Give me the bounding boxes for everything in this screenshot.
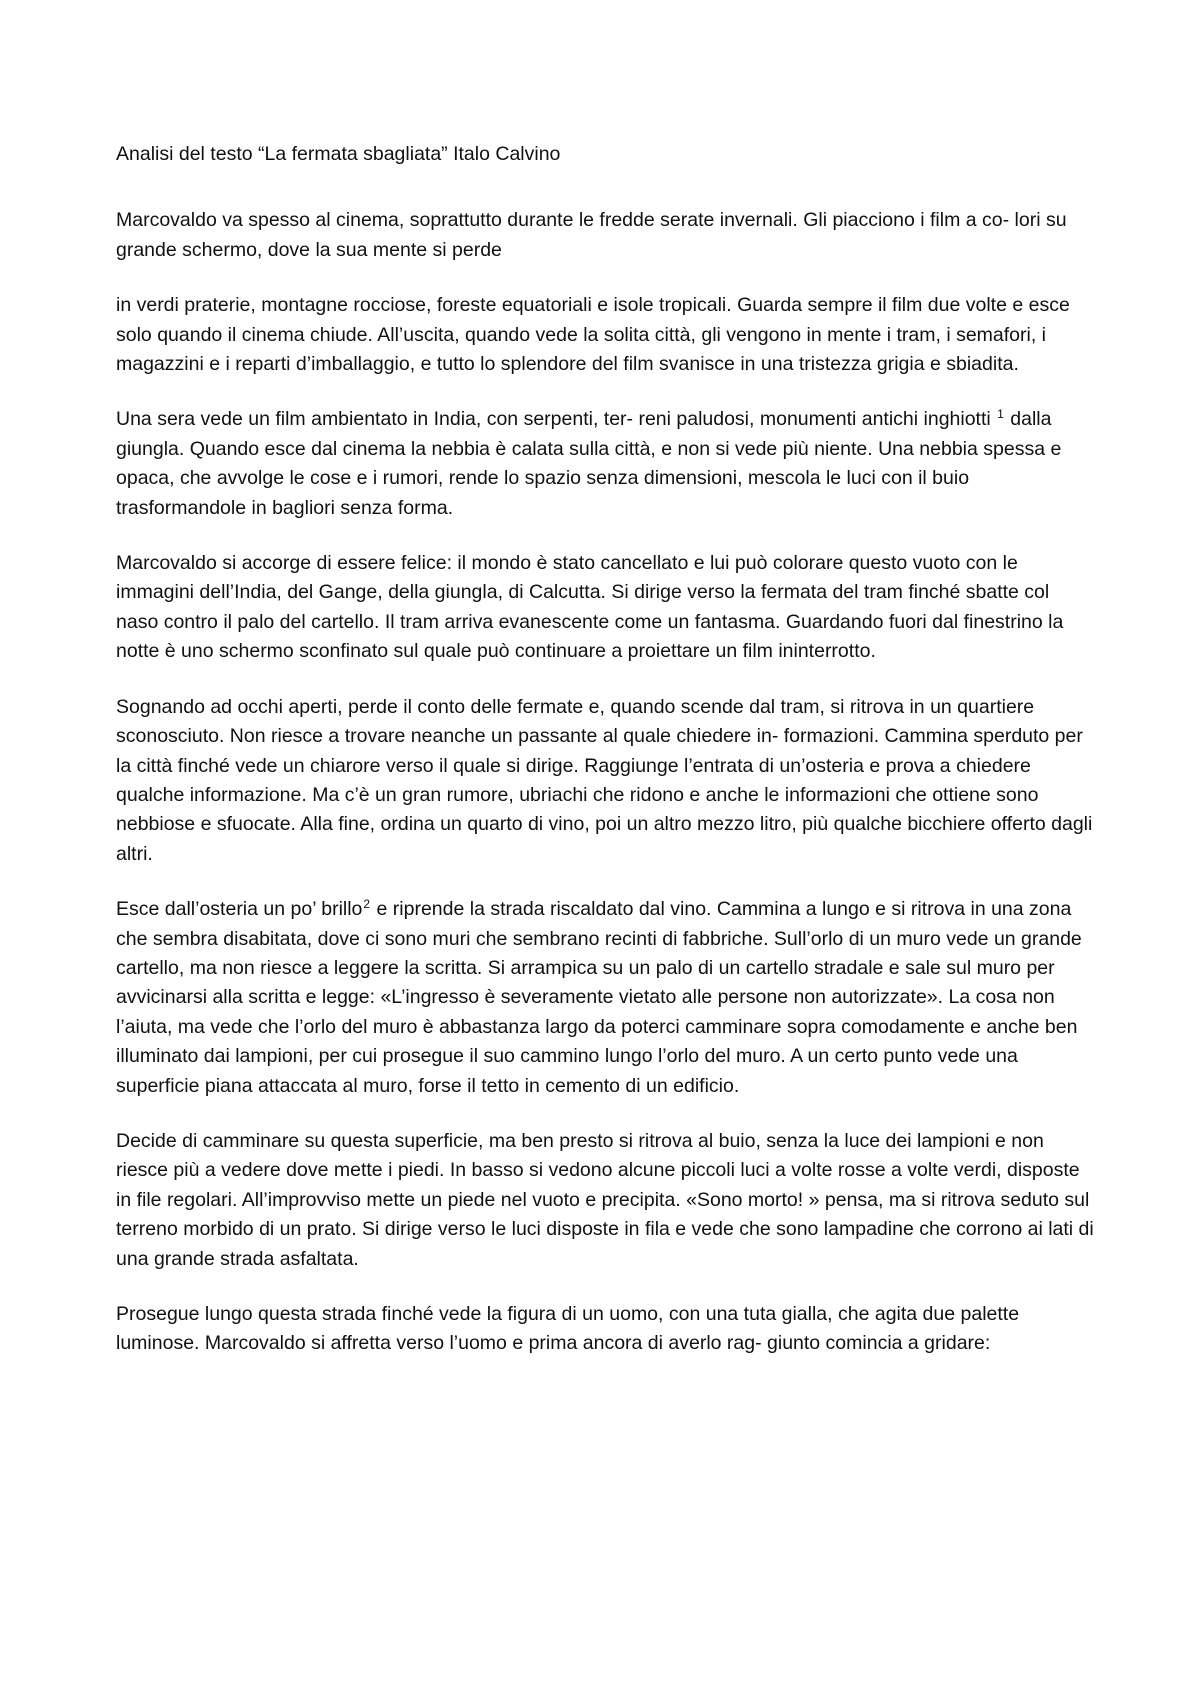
paragraph-1-text: Marcovaldo va spesso al cinema, soprattutto durante le fredde serate invernali. Gli piacciono i film a co- lori su grande schermo, dove la sua mente si perde — [116, 209, 1067, 261]
document-page — [116, 140, 1096, 1385]
paragraph-7 — [116, 1127, 1096, 1274]
paragraph-3-text-b: dalla giungla. Quando esce dal cinema la nebbia è calata sulla città, e non si vede più niente. Una nebbia spessa e opaca, che avvolge le cose e i rumori, rende lo spazio senza dimensioni, mescola le luci con il buio trasformandole in bagliori senza forma. — [116, 408, 1062, 519]
paragraph-8-text: Prosegue lungo questa strada finché vede la figura di un uomo, con una tuta gialla, che agita due palette luminose. Marcovaldo si affretta verso l’uomo e prima ancora di averlo rag- giunto comincia a gridare: — [116, 1303, 1020, 1355]
footnote-ref-1: 1 — [997, 407, 1004, 422]
paragraph-8 — [116, 1300, 1096, 1359]
paragraph-4-text: Marcovaldo si accorge di essere felice: il mondo è stato cancellato e lui può colorare questo vuoto con le immagini dell’India, del Gange, della giungla, di Calcutta. Si dirige verso la fermata del tram finché sbatte col naso contro il palo del cartello. Il tram arriva evanescente come un fantasma. Guardando fuori dal finestrino la notte è uno schermo sconfinato sul quale può continuare a proiettare un film ininterrotto. — [116, 552, 1064, 663]
paragraph-3-text-a: Una sera vede un film ambientato in India, con serpenti, ter- reni paludosi, monumenti antichi inghiotti — [116, 408, 991, 431]
paragraph-3 — [116, 405, 1096, 523]
paragraph-6-text-a: Esce dall’osteria un po’ brillo — [116, 898, 363, 921]
footnote-ref-2: 2 — [363, 897, 371, 912]
paragraph-2 — [116, 291, 1096, 379]
paragraph-5-text: Sognando ad occhi aperti, perde il conto delle fermate e, quando scende dal tram, si ritrova in un quartiere sconosciuto. Non riesce a trovare neanche un passante al quale chiedere in- formazioni. Cammina sperduto per la città finché vede un chiarore verso il quale si dirige. Raggiunge l’entrata di un’osteria e prova a chiedere qualche informazione. Ma c’è un gran rumore, ubriachi che ridono e anche le informazioni che ottiene sono nebbiose e sfuocate. Alla fine, ordina un quarto di vino, poi un altro mezzo litro, più qualche bicchiere offerto dagli altri. — [116, 695, 1093, 865]
paragraph-6-text-b: e riprende la strada riscaldato dal vino. Cammina a lungo e si ritrova in una zona che sembra disabitata, dove ci sono muri che sembrano recinti di fabbriche. Sull’orlo di un muro vede un grande cartello, ma non riesce a leggere la scritta. Si arrampica su un palo di un cartello stradale e sale sul muro per avvicinarsi alla scritta e legge: «L’ingresso è severamente vietato alle persone non autorizzate». La cosa non l’aiuta, ma vede che l’orlo del muro è abbastanza largo da poterci camminare sopra comodamente e anche ben illuminato dai lampioni, per cui prosegue il suo cammino lungo l’orlo del muro. A un certo punto vede una superficie piana attaccata al muro, forse il tetto in cemento di un edificio. — [116, 898, 1082, 1097]
paragraph-7-text: Decide di camminare su questa superficie, ma ben presto si ritrova al buio, senza la luce dei lampioni e non riesce più a vedere dove mette i piedi. In basso si vedono alcune piccoli luci a volte rosse a volte verdi, disposte in file regolari. All’improvviso mette un piede nel vuoto e precipita. «Sono morto! » pensa, ma si ritrova seduto sul terreno morbido di un prato. Si dirige verso le luci disposte in fila e vede che sono lampadine che corrono ai lati di una grande strada asfaltata. — [116, 1129, 1094, 1270]
paragraph-5 — [116, 693, 1096, 869]
paragraph-1 — [116, 206, 1096, 265]
paragraph-4 — [116, 549, 1096, 667]
paragraph-2-text: in verdi praterie, montagne rocciose, foreste equatoriali e isole tropicali. Guarda sempre il film due volte e esce solo quando il cinema chiude. All’uscita, quando vede la solita città, gli vengono in mente i tram, i semafori, i magazzini e i reparti d’imballaggio, e tutto lo splendore del film svanisce in una tristezza grigia e sbiadita. — [116, 294, 1070, 376]
paragraph-6 — [116, 895, 1096, 1101]
document-title: Analisi del testo “La fermata sbagliata” Italo Calvino — [116, 143, 561, 165]
